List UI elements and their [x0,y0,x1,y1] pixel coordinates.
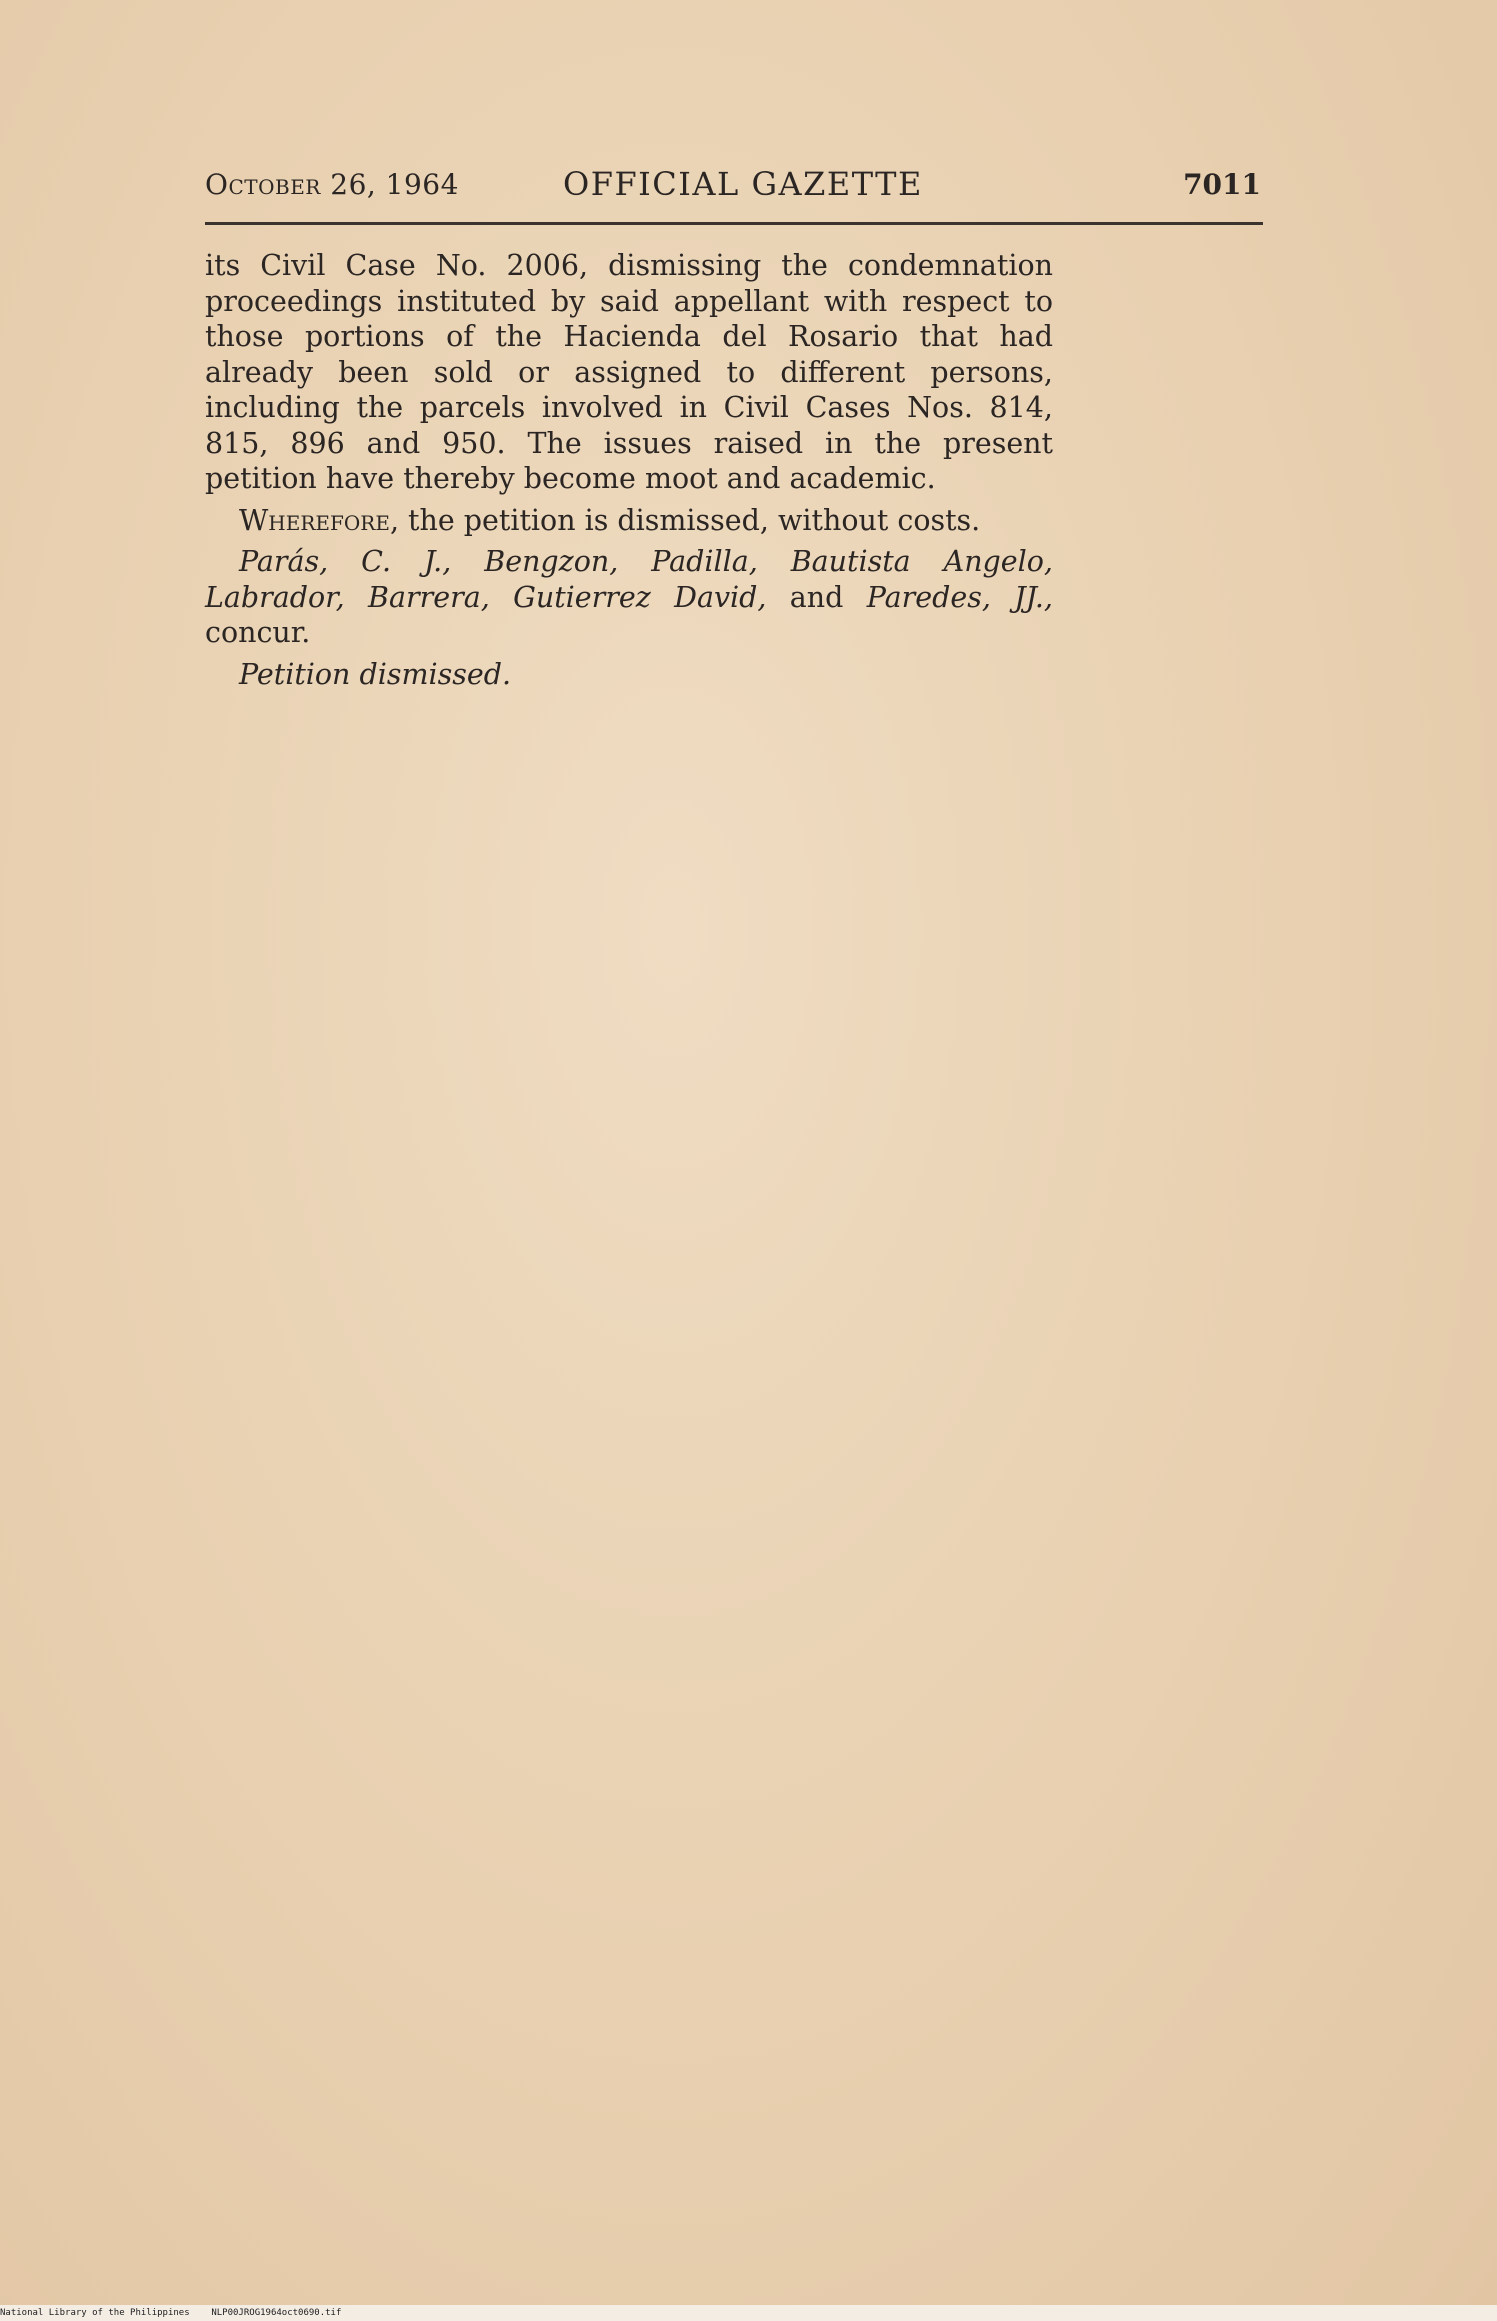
publication-title: OFFICIAL GAZETTE [563,165,923,203]
scan-file-id: NLP00JROG1964oct0690.tif [211,2308,342,2318]
page-header [205,165,1263,210]
scan-footer [0,2308,341,2318]
page-number: 7011 [1183,168,1261,201]
wherefore-text: , the petition is dismissed, without costs. [389,503,981,537]
wherefore-paragraph [205,503,1053,539]
concurrence-paragraph [205,544,1053,651]
body-text [205,248,1053,692]
concur-and: and [766,580,867,614]
scan-source: National Library of the Philippines [0,2308,190,2318]
disposition-line: Petition dismissed. [239,657,512,691]
wherefore-word: Wherefore [239,503,390,537]
header-rule [205,222,1263,225]
concur-verb: concur. [205,616,311,649]
continuation-paragraph: its Civil Case No. 2006, dismissing the condemnation proceedings instituted by said appellant with respect to those portions of the Hacienda del Rosario that had already been sold or assigned to different persons, including the parcels involved in Civil Cases Nos. 814, 815, 896 and 950. The issues raised in the present petition have thereby become moot and academic. [205,249,1053,495]
header-date: October 26, 1964 [205,168,459,201]
concurring-justice-last: Paredes, JJ., [866,580,1053,614]
concurring-justices: Parás, C. J., Bengzon, Padilla, Bautista Angelo, Labrador, Barrera, Gutierrez David, [205,545,1053,614]
